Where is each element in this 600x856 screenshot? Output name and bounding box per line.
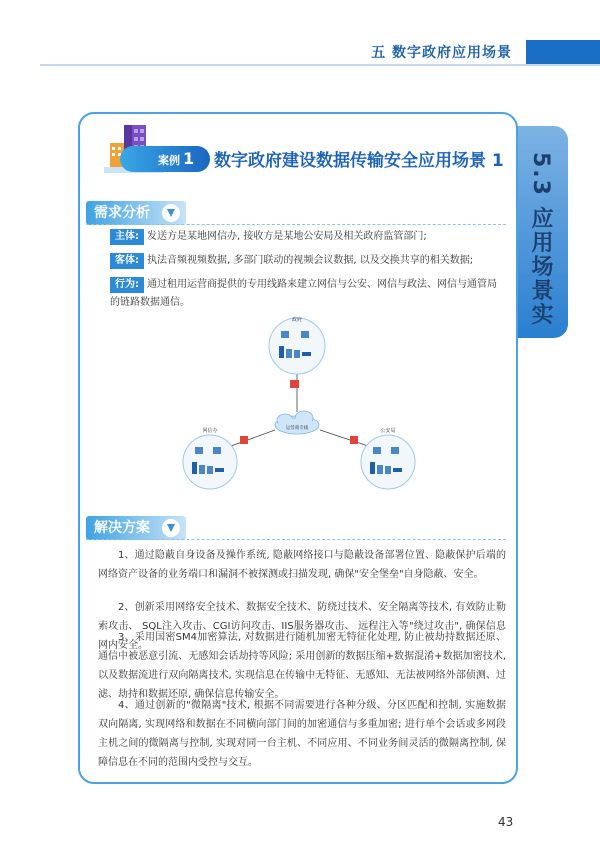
solution-heading-label: 解决方案 [94,520,150,536]
server-icon [279,346,284,358]
router-icon [393,468,402,472]
case-title: 数字政府建设数据传输安全应用场景 1 [214,151,504,171]
chapter-title: 五 数字政府应用场景 [371,45,512,61]
router-icon [215,468,224,472]
server-icon [207,466,213,474]
case-badge [120,146,210,172]
cloud-label: 运营商专线 [285,426,309,431]
node-circle [269,318,325,374]
requirement-behavior [110,276,502,312]
lock-icon [350,436,358,444]
requirement-subject [110,228,502,246]
header-accent-bar [526,40,600,64]
case-badge-number: 1 [183,149,195,168]
monitor-icon [373,447,381,454]
solution-paragraph-2: 2、创新采用网络安全技术、数据安全技术、防绕过技术、安全隔离等技术, 有效防止勒索攻击、 SQL注入攻击、CGI访问攻击、IIS服务器攻击、 远程注入等"绕过攻击", 确保信息网内安全。 [98,602,506,651]
server-icon [199,465,205,474]
requirements-heading-label: 需求分析 [94,205,150,221]
node-label-police: 公安局 [380,428,396,434]
case-badge-label: 案例 [158,154,180,167]
network-diagram [180,312,420,502]
page-number: 43 [498,815,514,829]
requirement-text: 发送方是某地网信办, 接收方是某地公安局及相关政府监管部门; [147,231,427,242]
lock-icon [240,436,248,444]
monitor-icon [391,447,399,454]
node-circle [183,435,237,489]
arrow-down-icon [162,204,180,222]
requirement-label: 行为: [110,277,144,293]
monitor-icon [301,331,309,338]
server-icon [294,350,300,358]
node-circle [361,435,415,489]
lock-icon [290,380,299,388]
section-side-tab [512,126,568,338]
solution-heading [86,516,186,540]
router-icon [302,352,311,356]
section-divider [86,539,506,540]
server-icon [192,462,197,474]
server-icon [370,462,375,474]
server-icon [377,465,383,474]
header-divider [40,64,600,66]
solution-paragraph-1: 1、通过隐蔽自身设备及操作系统, 隐蔽网络接口与隐蔽设备部署位置、隐蔽保护后端的网络资产设备的业务端口和漏洞不被探测或扫描发现, 确保"安全堡垒"自身隐蔽、安全。 [98,550,506,580]
solution-paragraph-4: 4、通过创新的"微隔离"技术, 根据不同需要进行各种分级、分区匹配和控制, 实施数据双向隔离, 实现网络和数据在不同横向部门间的加密通信与多重加密; 进行单个会话或多网段主机之间的微隔离与控制, 实现对同一台主机、不同应用、不同业务间灵活的微隔离控制, 保障信息在不同的范围内受控与交互。 [98,700,506,768]
requirement-text: 通过租用运营商提供的专用线路来建立网信与公安、网信与政法、网信与通管局的链路数据通信。 [110,279,497,308]
server-icon [385,466,391,474]
section-divider [86,224,506,225]
node-label-cac: 网信办 [202,428,218,434]
requirement-label: 主体: [110,229,144,245]
requirements-heading [86,201,186,225]
solution-paragraph-3: 3、采用国密SM4加密算法, 对数据进行随机加密无特征化处理, 防止被劫持数据还原、通信中被恶意引流、无感知会话劫持等风险; 采用创新的数据压缩+数据混淆+数据加密技术, 以及数据流进行双向隔离技术, 实现信息在传输中无特征、无感知、无法被网络外部侦测、过滤、劫持和数据还原, 确保信息传输安全。 [98,632,506,700]
monitor-icon [213,447,221,454]
requirement-object [110,252,502,270]
node-label-government: 政府 [291,317,303,323]
arrow-down-icon [162,519,180,537]
server-icon [286,349,292,358]
side-tab-label: 5.3 应用场景实 [528,151,553,327]
monitor-icon [281,331,289,338]
monitor-icon [195,447,203,454]
requirement-text: 执法音频视频数据, 多部门联动的视频会议数据, 以及交换共享的相关数据; [147,255,474,266]
requirement-label: 客体: [110,253,144,269]
